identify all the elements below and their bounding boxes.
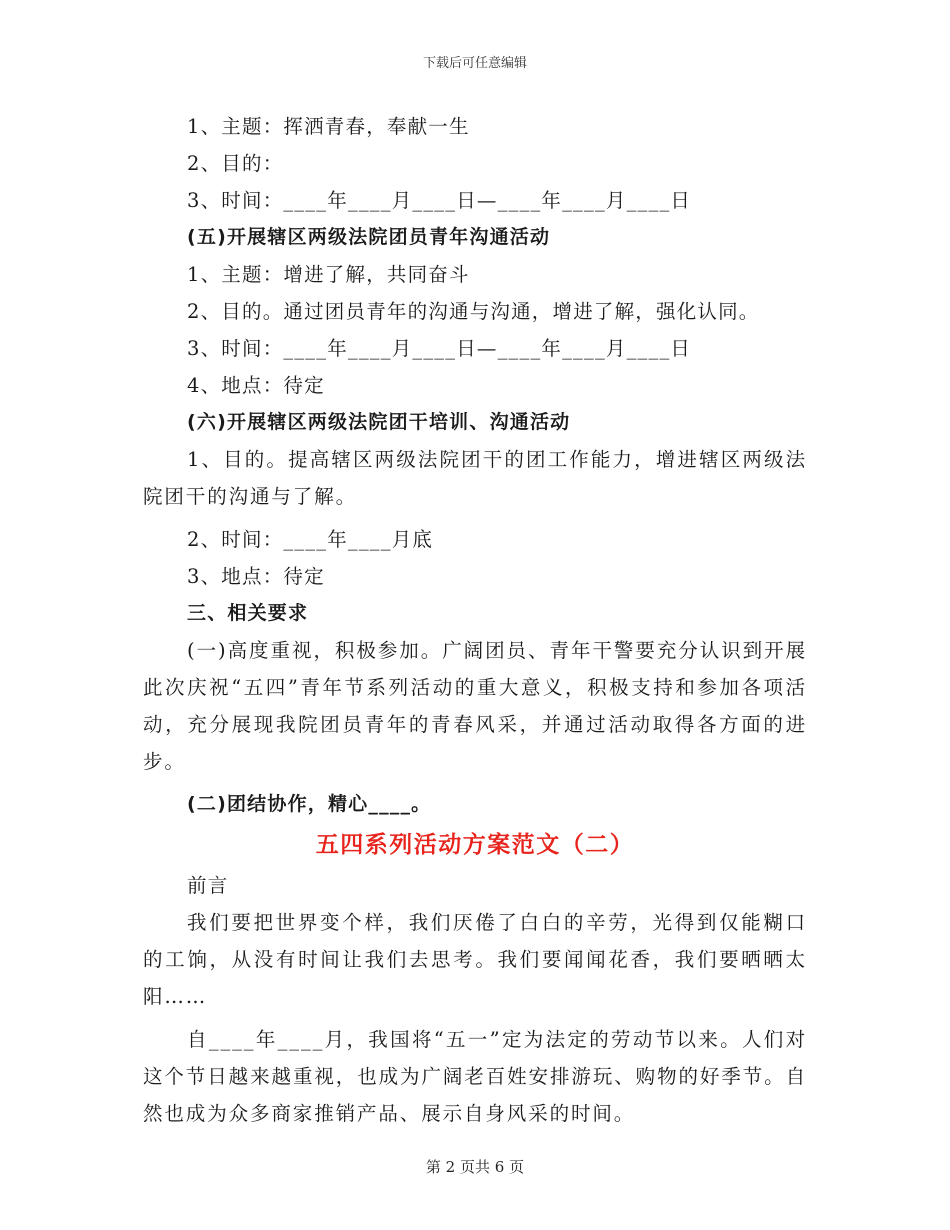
item-6-purpose: 1、目的。提高辖区两级法院团干的团工作能力，增进辖区两级法院团干的沟通与了解。 xyxy=(143,448,807,508)
item-time: 3、时间：____年____月____日—____年____月____日 xyxy=(187,189,692,212)
item-purpose: 2、目的： xyxy=(187,152,284,175)
item-6-time: 2、时间：____年____月底 xyxy=(187,528,434,551)
requirement-1: (一)高度重视，积极参加。广阔团员、青年干警要充分认识到开展此次庆祝“五四”青年节系列活动的重大意义，积极支持和参加各项活动，充分展现我院团员青年的青春风采，并通过活动取得各方面的进步。 xyxy=(143,639,807,773)
section-heading-6: (六)开展辖区两级法院团干培训、沟通活动 xyxy=(187,411,571,433)
preface-paragraph-2: 自____年____月，我国将“五一”定为法定的劳动节以来。人们对这个节日越来越重视，也成为广阔老百姓安排游玩、购物的好季节。自然也成为众多商家推销产品、展示自身风采的时间。 xyxy=(143,1028,807,1125)
item-5-theme: 1、主题：增进了解，共同奋斗 xyxy=(187,263,470,286)
item-5-time: 3、时间：____年____月____日—____年____月____日 xyxy=(187,337,692,360)
item-theme: 1、主题：挥洒青春，奉献一生 xyxy=(187,115,470,138)
item-5-purpose: 2、目的。通过团员青年的沟通与沟通，增进了解，强化认同。 xyxy=(187,300,760,323)
item-5-location: 4、地点：待定 xyxy=(187,374,325,397)
requirement-2: (二)团结协作，精心____。 xyxy=(187,793,432,815)
document-body xyxy=(143,108,807,1132)
page-footer: 第 2 页共 6 页 xyxy=(425,1158,525,1176)
item-6-location: 3、地点：待定 xyxy=(187,565,325,588)
preface-label: 前言 xyxy=(187,874,229,897)
document-title: 五四系列活动方案范文（二） xyxy=(315,832,635,858)
page-header: 下载后可任意编辑 xyxy=(422,56,527,71)
preface-paragraph-1: 我们要把世界变个样，我们厌倦了白白的辛劳，光得到仅能糊口的工饷，从没有时间让我们去思考。我们要闻闻花香，我们要晒晒太阳…… xyxy=(143,911,807,1008)
section-heading-5: (五)开展辖区两级法院团员青年沟通活动 xyxy=(187,226,551,248)
section-heading-3: 三、相关要求 xyxy=(187,602,309,624)
